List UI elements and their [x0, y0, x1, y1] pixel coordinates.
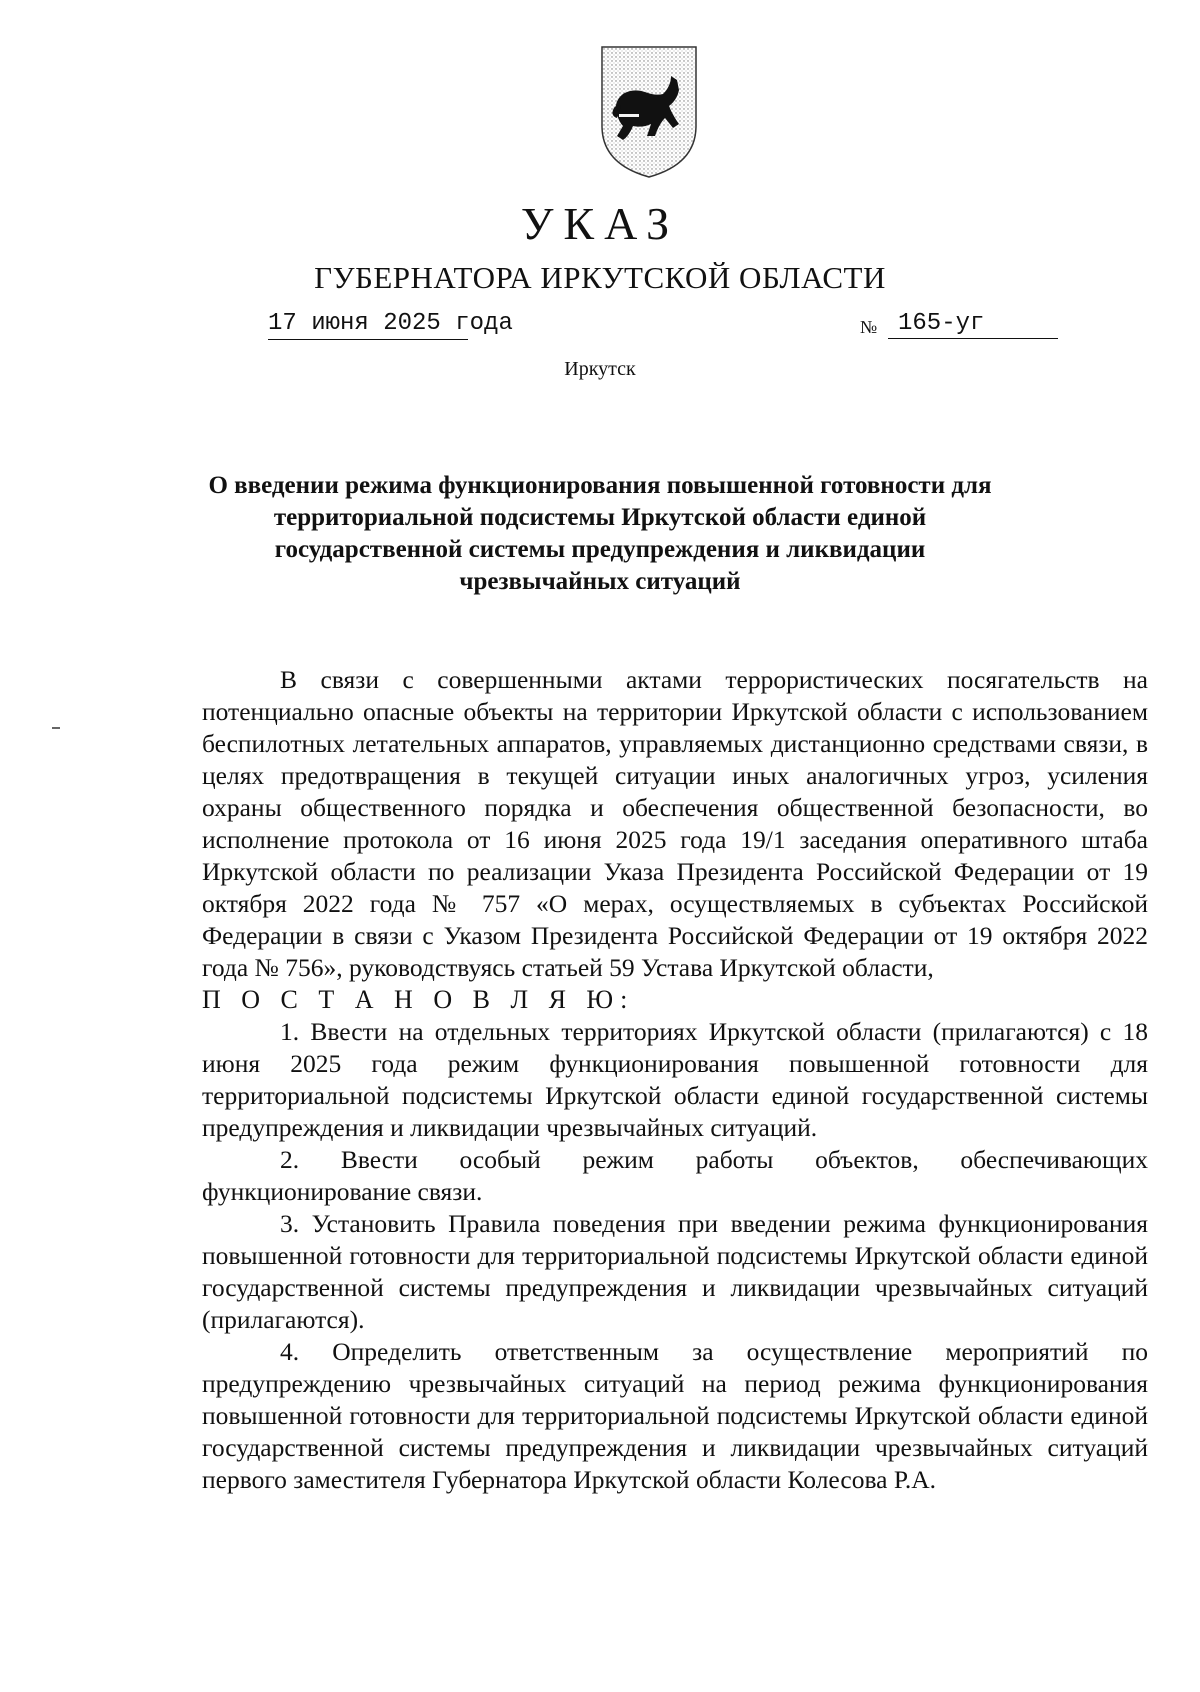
decree-date: 17 июня 2025 года [268, 309, 468, 340]
preamble-paragraph: В связи с совершенными актами террористических посягательств на потенциально опасные объекты на территории Иркутской области с использованием беспилотных летательных аппаратов, управляемых дистанционно средствами связи, в целях предотвращения в текущей ситуации иных аналогичных угроз, усиления охраны общественного порядка и обеспечения общественной безопасности, во исполнение протокола от 16 июня 2025 года 19/1 заседания оперативного штаба Иркутской области по реализации Указа Президента Российской Федерации от 19 октября 2022 года № 757 «О мерах, осуществляемых в субъектах Российской Федерации в связи с Указом Президента Российской Федерации от 19 октября 2022 года № 756», руководствуясь статьей 59 Устава Иркутской области, [202, 665, 1148, 982]
coat-of-arms-emblem [599, 44, 699, 180]
decree-issuer: ГУБЕРНАТОРА ИРКУТСКОЙ ОБЛАСТИ [314, 260, 886, 295]
decree-title: УКАЗ [520, 198, 680, 249]
decree-heading: О введении режима функционирования повышенной готовности для территориальной подсистемы Иркутской области единой государственной системы предупреждения и ликвидации чрезвычайных ситуаций [208, 472, 992, 595]
resolve-line: П О С Т А Н О В Л Я Ю: [202, 985, 635, 1014]
decree-number-field [860, 309, 1060, 339]
decree-number: 165-уг [888, 309, 1058, 339]
decree-body [202, 664, 1148, 1496]
decree-item-4: 4. Определить ответственным за осуществление мероприятий по предупреждению чрезвычайных ситуаций на период режима функционирования повышенной готовности для территориальной подсистемы Иркутской области единой государственной системы предупреждения и ликвидации чрезвычайных ситуаций первого заместителя Губернатора Иркутской области Колесова Р.А. [202, 1337, 1148, 1494]
decree-city: Иркутск [564, 358, 636, 380]
decree-item-3: 3. Установить Правила поведения при введении режима функционирования повышенной готовности для территориальной подсистемы Иркутской области единой государственной системы предупреждения и ликвидации чрезвычайных ситуаций (прилагаются). [202, 1209, 1148, 1334]
decree-item-2: 2. Ввести особый режим работы объектов, обеспечивающих функционирование связи. [202, 1145, 1148, 1206]
decree-item-1: 1. Ввести на отдельных территориях Иркутской области (прилагаются) с 18 июня 2025 года режим функционирования повышенной готовности для территориальной подсистемы Иркутской области единой государственной системы предупреждения и ликвидации чрезвычайных ситуаций. [202, 1017, 1148, 1142]
number-sign: № [860, 317, 878, 337]
scan-mark [52, 727, 60, 729]
